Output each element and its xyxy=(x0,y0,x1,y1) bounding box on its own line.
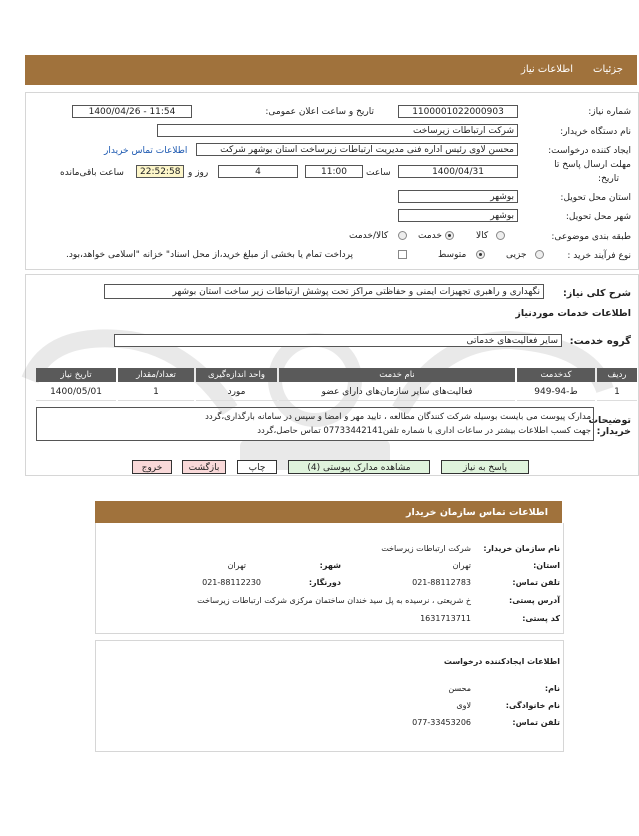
hour-label: ساعت xyxy=(366,168,391,178)
category-radio-goods-service[interactable] xyxy=(398,231,407,240)
province-field: بوشهر xyxy=(398,190,518,203)
process-radio-medium[interactable] xyxy=(476,250,485,259)
cell-service-code: ط-94-949 xyxy=(517,384,595,401)
th-service-code: کدخدمت xyxy=(517,368,595,382)
th-quantity: تعداد/مقدار xyxy=(118,368,194,382)
contact-postal: 1631713711 xyxy=(420,614,471,623)
contact-postal-label: کد پستی: xyxy=(522,614,560,623)
deadline-date-field: 1400/04/31 xyxy=(398,165,518,178)
category-option-service: خدمت xyxy=(418,231,442,241)
contact-buyer-name: شرکت ارتباطات زیرساخت xyxy=(381,544,471,553)
tab-details[interactable]: جزئیات xyxy=(593,64,623,75)
view-attachments-button[interactable]: مشاهده مدارک پیوستی (4) xyxy=(288,460,430,474)
top-tab-bar xyxy=(25,55,637,85)
cell-quantity: 1 xyxy=(118,384,194,401)
cell-row-number: 1 xyxy=(597,384,637,401)
tab-need-info[interactable]: اطلاعات نیاز xyxy=(521,64,573,75)
creator-family: لاوی xyxy=(456,701,471,710)
contact-address-label: آدرس پستی: xyxy=(509,596,560,605)
contact-section-title: اطلاعات تماس سازمان خریدار xyxy=(405,507,548,518)
category-label: طبقه بندی موضوعی: xyxy=(551,232,631,242)
th-service-name: نام خدمت xyxy=(279,368,515,382)
process-option-minor: جزیی xyxy=(506,250,527,260)
service-group-field: سایر فعالیت‌های خدماتی xyxy=(114,334,562,347)
creator-section-title: اطلاعات ایجادکننده درخواست xyxy=(443,657,560,666)
process-option-medium: متوسط xyxy=(438,250,467,260)
contact-fax-label: دورنگار: xyxy=(308,578,341,587)
announce-label: تاریخ و ساعت اعلان عمومی: xyxy=(265,107,374,117)
days-remaining-field: 4 xyxy=(218,165,298,178)
need-number-field: 1100001022000903 xyxy=(398,105,518,118)
creator-phone-label: تلفن تماس: xyxy=(512,718,560,727)
creator-name-label: نام: xyxy=(544,684,560,693)
need-info-panel xyxy=(25,92,639,270)
deadline-hour-field: 11:00 xyxy=(305,165,363,178)
contact-section-header xyxy=(95,501,562,523)
cell-unit: مورد xyxy=(196,384,277,401)
remaining-time-field: 22:52:58 xyxy=(136,165,184,178)
cell-service-name: فعالیت‌های سایر سازمان‌های دارای عضو xyxy=(279,384,515,401)
contact-city-label: شهر: xyxy=(319,561,341,570)
contact-phone-label: تلفن تماس: xyxy=(512,578,560,587)
th-unit: واحد اندازه‌گیری xyxy=(196,368,277,382)
deadline-label-line2: تاریخ: xyxy=(598,174,619,184)
buyer-org-field: شرکت ارتباطات زیرساخت xyxy=(157,124,518,137)
province-label: استان محل تحویل: xyxy=(560,193,631,203)
creator-phone: 077-33453206 xyxy=(412,718,471,727)
services-section-title: اطلاعات خدمات موردنیاز xyxy=(515,308,631,319)
need-number-label: شماره نیاز: xyxy=(588,107,631,117)
creator-field: محسن لاوی رئیس اداره فنی مدیریت ارتباطات زیرساخت استان بوشهر شرکت xyxy=(196,143,518,156)
contact-buyer-name-label: نام سازمان خریدار: xyxy=(483,544,560,553)
category-option-goods-service: کالا/خدمت xyxy=(349,231,389,241)
summary-label: شرح کلی نیاز: xyxy=(562,288,631,299)
process-label: نوع فرآیند خرید : xyxy=(567,251,631,261)
category-option-goods: کالا xyxy=(476,231,489,241)
contact-province: تهران xyxy=(452,561,471,570)
cell-need-date: 1400/05/01 xyxy=(36,384,116,401)
creator-name: محسن xyxy=(448,684,471,693)
treasury-payment-note: پرداخت تمام یا بخشی از مبلغ خرید،از محل اسناد" خزانه "اسلامی خواهد،بود. xyxy=(66,250,354,260)
creator-family-label: نام خانوادگی: xyxy=(505,701,560,710)
city-field: بوشهر xyxy=(398,209,518,222)
treasury-payment-checkbox[interactable] xyxy=(398,250,407,259)
category-radio-service[interactable] xyxy=(445,231,454,240)
reply-button[interactable]: پاسخ به نیاز xyxy=(441,460,529,474)
summary-field: نگهداری و راهبری تجهیزات ایمنی و حفاظتی مراکز تحت پوشش ارتباطات زیر ساخت استان بوشهر xyxy=(104,284,544,299)
process-radio-minor[interactable] xyxy=(535,250,544,259)
buyer-notes-label: توضیحات خریدار: xyxy=(588,415,631,437)
buyer-notes-line2: جهت کسب اطلاعات بیشتر در ساعات اداری با شماره تلفن07733442141 تماس حاصل،گردد xyxy=(257,426,591,436)
category-radio-goods[interactable] xyxy=(496,231,505,240)
contact-province-label: استان: xyxy=(533,561,560,570)
deadline-label-line1: مهلت ارسال پاسخ تا xyxy=(554,160,631,170)
announce-datetime-field: 1400/04/26 - 11:54 xyxy=(72,105,192,118)
th-need-date: تاریخ نیاز xyxy=(36,368,116,382)
print-button[interactable]: چاپ xyxy=(237,460,277,474)
contact-city: تهران xyxy=(227,561,246,570)
service-group-label: گروه خدمت: xyxy=(569,336,631,347)
buyer-notes-line1: مدارک پیوست می بایست بوسیله شرکت کنندگان مطالعه ، تایید مهر و امضا و سپس در سامانه بارگذاری،گردد xyxy=(205,412,591,422)
remaining-label: ساعت باقی‌مانده xyxy=(60,168,124,178)
creator-label: ایجاد کننده درخواست: xyxy=(548,146,631,156)
th-row: ردیف xyxy=(597,368,637,382)
contact-fax: 021-88112230 xyxy=(202,578,261,587)
buyer-org-label: نام دستگاه خریدار: xyxy=(560,127,631,137)
days-label: روز و xyxy=(188,168,209,178)
back-button[interactable]: بازگشت xyxy=(182,460,226,474)
contact-phone: 021-88112783 xyxy=(412,578,471,587)
buyer-contact-link[interactable]: اطلاعات تماس خریدار xyxy=(104,146,188,156)
city-label: شهر محل تحویل: xyxy=(565,212,631,222)
exit-button[interactable]: خروج xyxy=(132,460,172,474)
contact-address: خ شریعتی ، نرسیده به پل سید خندان ساختمان مرکزی شرکت ارتباطات زیرساخت xyxy=(197,596,471,605)
